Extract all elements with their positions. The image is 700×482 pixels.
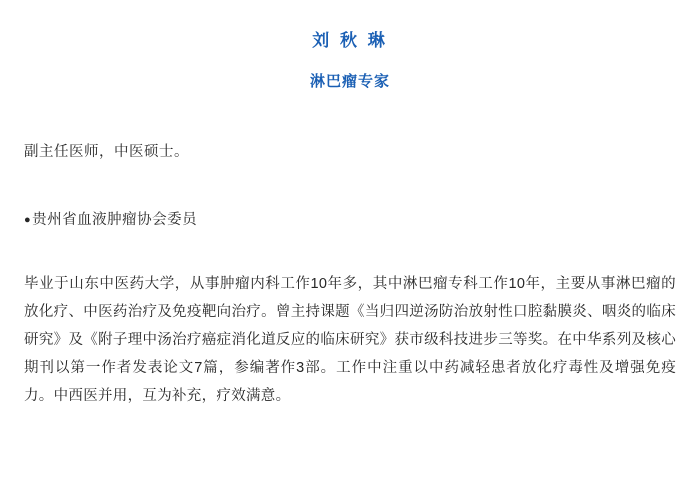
doctor-specialty: 淋巴瘤专家 bbox=[309, 73, 390, 90]
membership-text: 贵州省血液肿瘤协会委员 bbox=[32, 212, 198, 228]
membership-bullet-item bbox=[24, 208, 676, 232]
doctor-name: 刘 秋 琳 bbox=[312, 31, 388, 50]
doctor-biography: 毕业于山东中医药大学，从事肿瘤内科工作10年多，其中淋巴瘤专科工作10年，主要从事淋巴瘤的放化疗、中医药治疗及免疫靶向治疗。曾主持课题《当归四逆汤防治放射性口腔黏膜炎、咽炎的临床研究》及《附子理中汤治疗癌症消化道反应的临床研究》获市级科技进步三等奖。在中华系列及核心期刊以第一作者发表论文7篇，参编著作3部。工作中注重以中药减轻患者放化疗毒性及增强免疫力。中西医并用，互为补充，疗效满意。 bbox=[24, 276, 676, 404]
bullet-dot-icon: ● bbox=[24, 214, 32, 226]
doctor-title-line: 副主任医师，中医硕士。 bbox=[24, 144, 189, 160]
